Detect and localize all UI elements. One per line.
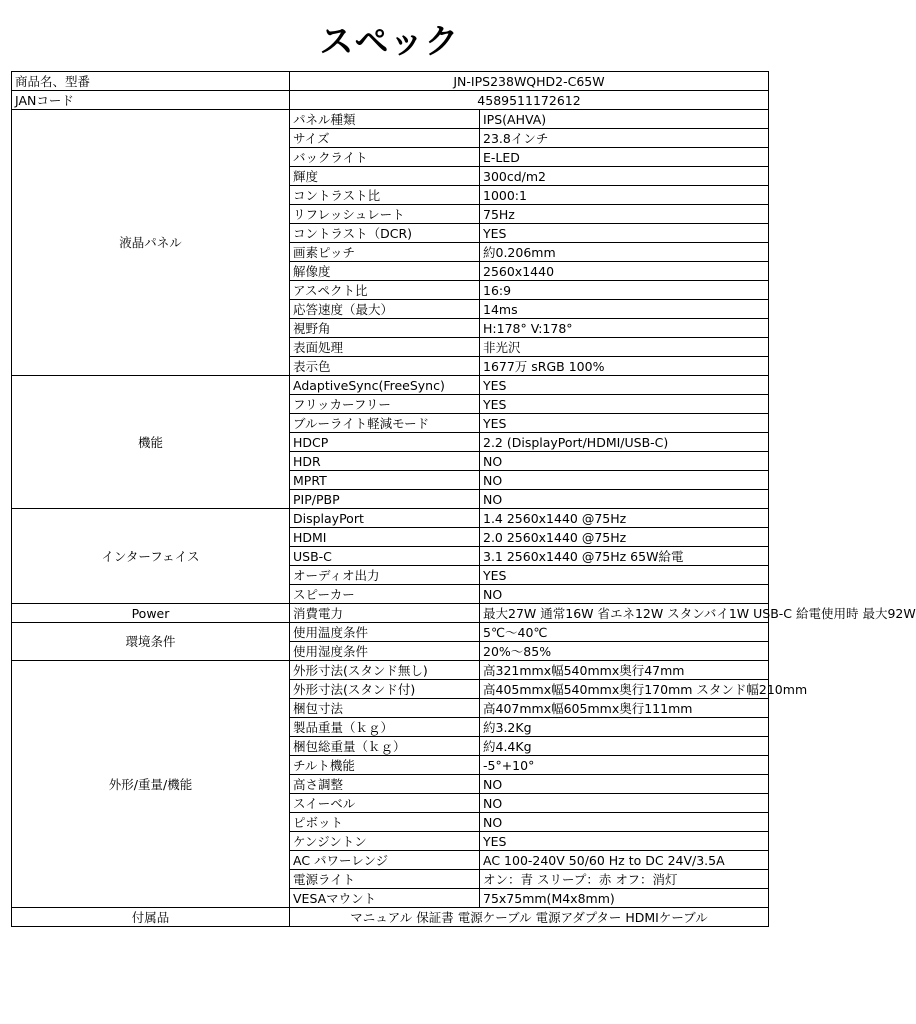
spec-value: 約4.4Kg [480, 737, 769, 756]
spec-value: 300cd/m2 [480, 167, 769, 186]
spec-value: 5℃～40℃ [480, 623, 769, 642]
spec-value: AC 100-240V 50/60 Hz to DC 24V/3.5A [480, 851, 769, 870]
row-value: JN-IPS238WQHD2-C65W [290, 72, 769, 91]
spec-value: IPS(AHVA) [480, 110, 769, 129]
row-label: 商品名、型番 [12, 72, 290, 91]
spec-value: 非光沢 [480, 338, 769, 357]
spec-label: ピボット [290, 813, 480, 832]
spec-label: HDCP [290, 433, 480, 452]
section-category: 外形/重量/機能 [12, 661, 290, 908]
spec-label: アスペクト比 [290, 281, 480, 300]
table-row [12, 661, 769, 680]
spec-label: オーディオ出力 [290, 566, 480, 585]
row-value: 4589511172612 [290, 91, 769, 110]
spec-value: -5°+10° [480, 756, 769, 775]
spec-value: 1000:1 [480, 186, 769, 205]
spec-value: YES [480, 832, 769, 851]
spec-label: 電源ライト [290, 870, 480, 889]
spec-value: 16:9 [480, 281, 769, 300]
spec-value: NO [480, 813, 769, 832]
spec-value: YES [480, 414, 769, 433]
spec-label: AC パワーレンジ [290, 851, 480, 870]
spec-value: 最大27W 通常16W 省エネ12W スタンバイ1W USB-C 給電使用時 最大92W [480, 604, 769, 623]
spec-label: チルト機能 [290, 756, 480, 775]
spec-value: 20%～85% [480, 642, 769, 661]
spec-value: 2.2 (DisplayPort/HDMI/USB-C) [480, 433, 769, 452]
spec-value: NO [480, 490, 769, 509]
spec-label: リフレッシュレート [290, 205, 480, 224]
spec-label: DisplayPort [290, 509, 480, 528]
spec-label: 消費電力 [290, 604, 480, 623]
spec-value: 1.4 2560x1440 @75Hz [480, 509, 769, 528]
spec-label: 視野角 [290, 319, 480, 338]
accessories-label: 付属品 [12, 908, 290, 927]
spec-value: 2560x1440 [480, 262, 769, 281]
spec-label: 画素ピッチ [290, 243, 480, 262]
spec-label: USB-C [290, 547, 480, 566]
table-row [12, 509, 769, 528]
section-category: 液晶パネル [12, 110, 290, 376]
section-category: Power [12, 604, 290, 623]
spec-value: NO [480, 775, 769, 794]
spec-value: YES [480, 376, 769, 395]
spec-value: 75Hz [480, 205, 769, 224]
spec-label: ブルーライト軽減モード [290, 414, 480, 433]
row-label: JANコード [12, 91, 290, 110]
spec-label: サイズ [290, 129, 480, 148]
spec-label: スピーカー [290, 585, 480, 604]
spec-value: NO [480, 471, 769, 490]
spec-label: 輝度 [290, 167, 480, 186]
spec-value: 14ms [480, 300, 769, 319]
spec-value: オン：青 スリープ：赤 オフ：消灯 [480, 870, 769, 889]
spec-label: スイーベル [290, 794, 480, 813]
spec-label: ケンジントン [290, 832, 480, 851]
spec-value: 高407mmx幅605mmx奥行111mm [480, 699, 769, 718]
spec-value: E-LED [480, 148, 769, 167]
section-category: インターフェイス [12, 509, 290, 604]
table-row [12, 908, 769, 927]
spec-value: 1677万 sRGB 100% [480, 357, 769, 376]
table-row [12, 376, 769, 395]
spec-label: パネル種類 [290, 110, 480, 129]
spec-value: YES [480, 566, 769, 585]
page-title: スペック [319, 22, 460, 62]
section-category: 機能 [12, 376, 290, 509]
spec-value: 高405mmx幅540mmx奥行170mm スタンド幅210mm [480, 680, 769, 699]
spec-value: 高321mmx幅540mmx奥行47mm [480, 661, 769, 680]
spec-label: PIP/PBP [290, 490, 480, 509]
spec-value: 75x75mm(M4x8mm) [480, 889, 769, 908]
table-row [12, 91, 769, 110]
spec-table [11, 71, 916, 927]
spec-label: フリッカーフリー [290, 395, 480, 414]
spec-value: 2.0 2560x1440 @75Hz [480, 528, 769, 547]
spec-value: NO [480, 794, 769, 813]
table-row [12, 72, 769, 91]
spec-label: VESAマウント [290, 889, 480, 908]
spec-label: 梱包寸法 [290, 699, 480, 718]
spec-label: コントラスト（DCR) [290, 224, 480, 243]
accessories-value: マニュアル 保証書 電源ケーブル 電源アダプター HDMIケーブル [290, 908, 769, 927]
spec-label: コントラスト比 [290, 186, 480, 205]
spec-value: YES [480, 395, 769, 414]
spec-label: HDMI [290, 528, 480, 547]
spec-label: 解像度 [290, 262, 480, 281]
spec-label: 使用湿度条件 [290, 642, 480, 661]
spec-value: H:178° V:178° [480, 319, 769, 338]
spec-value: 3.1 2560x1440 @75Hz 65W給電 [480, 547, 769, 566]
spec-label: AdaptiveSync(FreeSync) [290, 376, 480, 395]
spec-value: NO [480, 585, 769, 604]
table-row [12, 604, 769, 623]
spec-value: 約3.2Kg [480, 718, 769, 737]
spec-label: 製品重量（ｋｇ） [290, 718, 480, 737]
spec-value: YES [480, 224, 769, 243]
spec-label: 表示色 [290, 357, 480, 376]
table-row [12, 623, 769, 642]
spec-label: バックライト [290, 148, 480, 167]
spec-label: 梱包総重量（ｋｇ） [290, 737, 480, 756]
spec-label: 応答速度（最大） [290, 300, 480, 319]
spec-label: 使用温度条件 [290, 623, 480, 642]
spec-label: 表面処理 [290, 338, 480, 357]
table-row [12, 110, 769, 129]
spec-value: 約0.206mm [480, 243, 769, 262]
spec-label: 高さ調整 [290, 775, 480, 794]
spec-value: 23.8インチ [480, 129, 769, 148]
spec-label: 外形寸法(スタンド付) [290, 680, 480, 699]
section-category: 環境条件 [12, 623, 290, 661]
spec-label: 外形寸法(スタンド無し) [290, 661, 480, 680]
spec-label: HDR [290, 452, 480, 471]
spec-label: MPRT [290, 471, 480, 490]
spec-value: NO [480, 452, 769, 471]
